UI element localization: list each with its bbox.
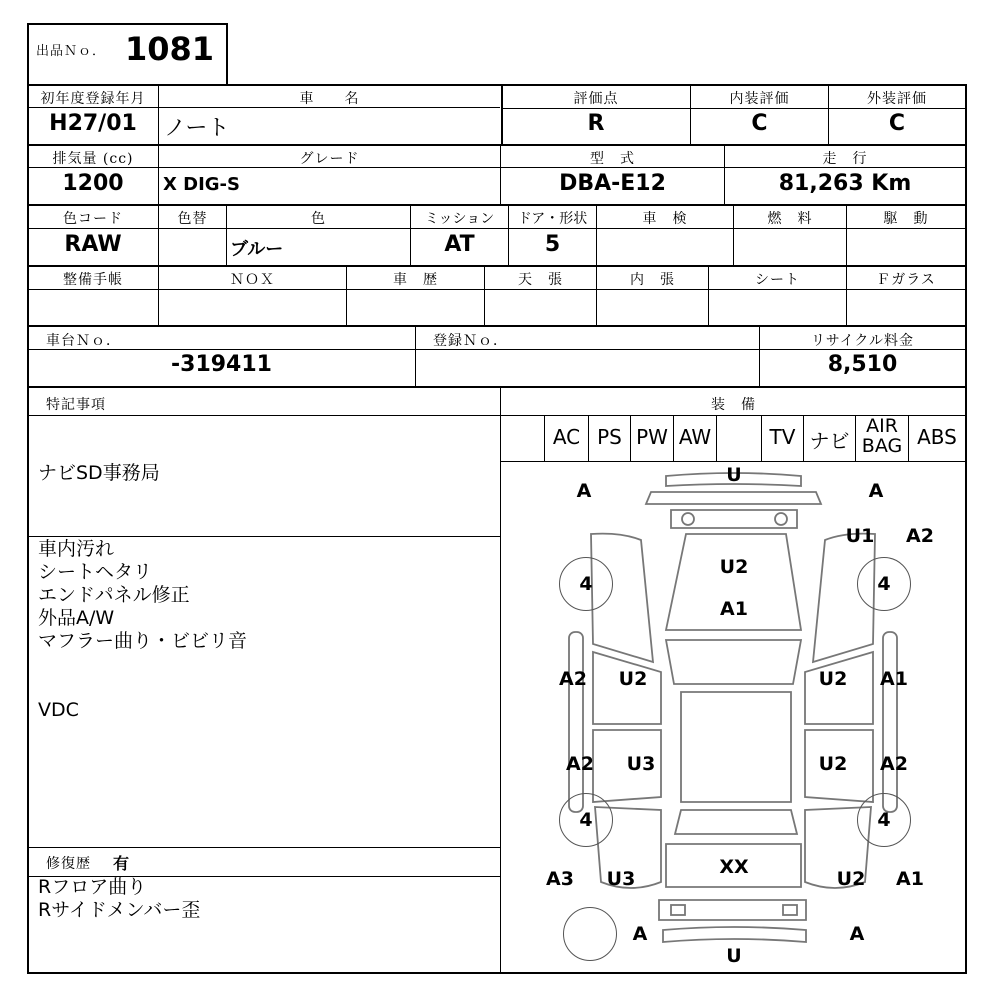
damage-mark: U1 bbox=[845, 525, 875, 547]
damage-mark: A1 bbox=[720, 598, 748, 620]
damage-mark: A2 bbox=[566, 753, 594, 775]
damage-mark: U2 bbox=[818, 668, 848, 690]
repair-history-value: 有 bbox=[113, 854, 130, 873]
damage-mark: A bbox=[576, 480, 592, 502]
damage-mark: U2 bbox=[618, 668, 648, 690]
damage-mark: U bbox=[726, 945, 742, 967]
equip-ac: AC bbox=[552, 425, 581, 449]
color-change-label: 色替 bbox=[177, 211, 208, 227]
interior-lining-label: 内 張 bbox=[630, 272, 675, 288]
car-name-value: ノート bbox=[164, 116, 230, 141]
color-code-value: RAW bbox=[64, 232, 122, 257]
displacement-label: 排気量 (cc) bbox=[52, 151, 134, 167]
mileage-value: 81,263 Km bbox=[778, 171, 912, 196]
spare-tire bbox=[563, 907, 617, 961]
notes-text-1: ナビSD事務局 bbox=[38, 462, 160, 484]
color-value: ブルー bbox=[230, 239, 284, 260]
damage-mark: A2 bbox=[880, 753, 908, 775]
equip-pw: PW bbox=[636, 425, 668, 449]
damage-mark: XX bbox=[719, 856, 749, 878]
exterior-eval-value: C bbox=[888, 111, 906, 136]
drive-label: 駆 動 bbox=[883, 211, 929, 227]
repair-history-label: 修復歴 bbox=[46, 856, 91, 872]
chassis-value: -319411 bbox=[171, 352, 272, 377]
damage-mark: A1 bbox=[880, 668, 908, 690]
service-book-label: 整備手帳 bbox=[63, 272, 123, 288]
tire-rear-right: 4 bbox=[857, 793, 911, 847]
equipment-label: 装 備 bbox=[711, 397, 756, 413]
color-label: 色 bbox=[311, 211, 326, 227]
tire-front-left: 4 bbox=[559, 557, 613, 611]
car-name-label: 車 名 bbox=[299, 91, 360, 107]
lot-no-label: 出品Ｎｏ． bbox=[36, 44, 107, 59]
interior-eval-value: C bbox=[751, 111, 768, 136]
exterior-eval-label: 外装評価 bbox=[867, 91, 927, 107]
mileage-label: 走 行 bbox=[822, 151, 868, 167]
recycle-label: リサイクル料金 bbox=[810, 333, 915, 349]
damage-mark: U2 bbox=[818, 753, 848, 775]
repair-text: Rフロア曲り Rサイドメンバー歪 bbox=[38, 876, 201, 921]
damage-mark: A2 bbox=[559, 668, 587, 690]
equip-tv: TV bbox=[769, 425, 796, 449]
equip-airbag: AIR BAG bbox=[861, 415, 903, 457]
registration-label: 登録Ｎｏ． bbox=[433, 333, 508, 349]
doors-label: ドア・形状 bbox=[517, 211, 588, 227]
equip-ps: PS bbox=[597, 425, 622, 449]
grade-score-label: 評価点 bbox=[573, 91, 619, 107]
damage-mark: A1 bbox=[896, 868, 924, 890]
chassis-label: 車台Ｎｏ． bbox=[46, 333, 121, 349]
damage-mark: U bbox=[726, 464, 742, 486]
damage-mark: A bbox=[849, 923, 865, 945]
nox-label: ＮＯＸ bbox=[230, 272, 275, 288]
model-value: DBA-E12 bbox=[559, 171, 666, 196]
first-reg-value: H27/01 bbox=[49, 111, 137, 136]
recycle-value: 8,510 bbox=[827, 352, 898, 377]
equip-aw: AW bbox=[678, 425, 712, 449]
damage-mark: U2 bbox=[719, 556, 749, 578]
seat-label: シート bbox=[755, 272, 800, 288]
history-label: 車 歴 bbox=[393, 272, 438, 288]
grade-label: グレード bbox=[299, 151, 360, 167]
damage-mark: U2 bbox=[836, 868, 866, 890]
notes-label: 特記事項 bbox=[46, 397, 106, 413]
damage-mark: U3 bbox=[626, 753, 656, 775]
first-reg-label: 初年度登録年月 bbox=[40, 91, 146, 107]
interior-eval-label: 内装評価 bbox=[729, 91, 790, 107]
damage-mark: A bbox=[868, 480, 884, 502]
transmission-label: ミッション bbox=[424, 211, 495, 227]
grade-score-value: R bbox=[587, 111, 605, 136]
displacement-value: 1200 bbox=[62, 171, 124, 196]
grade-value: X DIG-S bbox=[163, 174, 240, 195]
color-code-label: 色コード bbox=[63, 211, 123, 227]
damage-mark: A3 bbox=[546, 868, 574, 890]
lot-no-value: 1081 bbox=[125, 30, 215, 68]
equip-abs: ABS bbox=[917, 425, 957, 449]
damage-mark: A2 bbox=[906, 525, 934, 547]
tire-front-right: 4 bbox=[857, 557, 911, 611]
f-glass-label: Ｆガラス bbox=[876, 272, 936, 288]
sunroof-label: 天 張 bbox=[518, 272, 563, 288]
model-label: 型 式 bbox=[590, 151, 635, 167]
fuel-label: 燃 料 bbox=[767, 211, 813, 227]
doors-value: 5 bbox=[544, 232, 561, 257]
inspection-label: 車 検 bbox=[642, 211, 688, 227]
damage-mark: U3 bbox=[606, 868, 636, 890]
transmission-value: AT bbox=[444, 232, 475, 257]
equip-navi: ナビ bbox=[809, 429, 850, 453]
damage-mark: A bbox=[632, 923, 648, 945]
tire-rear-left: 4 bbox=[559, 793, 613, 847]
notes-text-2: 車内汚れ シートヘタリ エンドパネル修正 外品A/W マフラー曲り・ビビリ音 VDC bbox=[38, 538, 248, 721]
